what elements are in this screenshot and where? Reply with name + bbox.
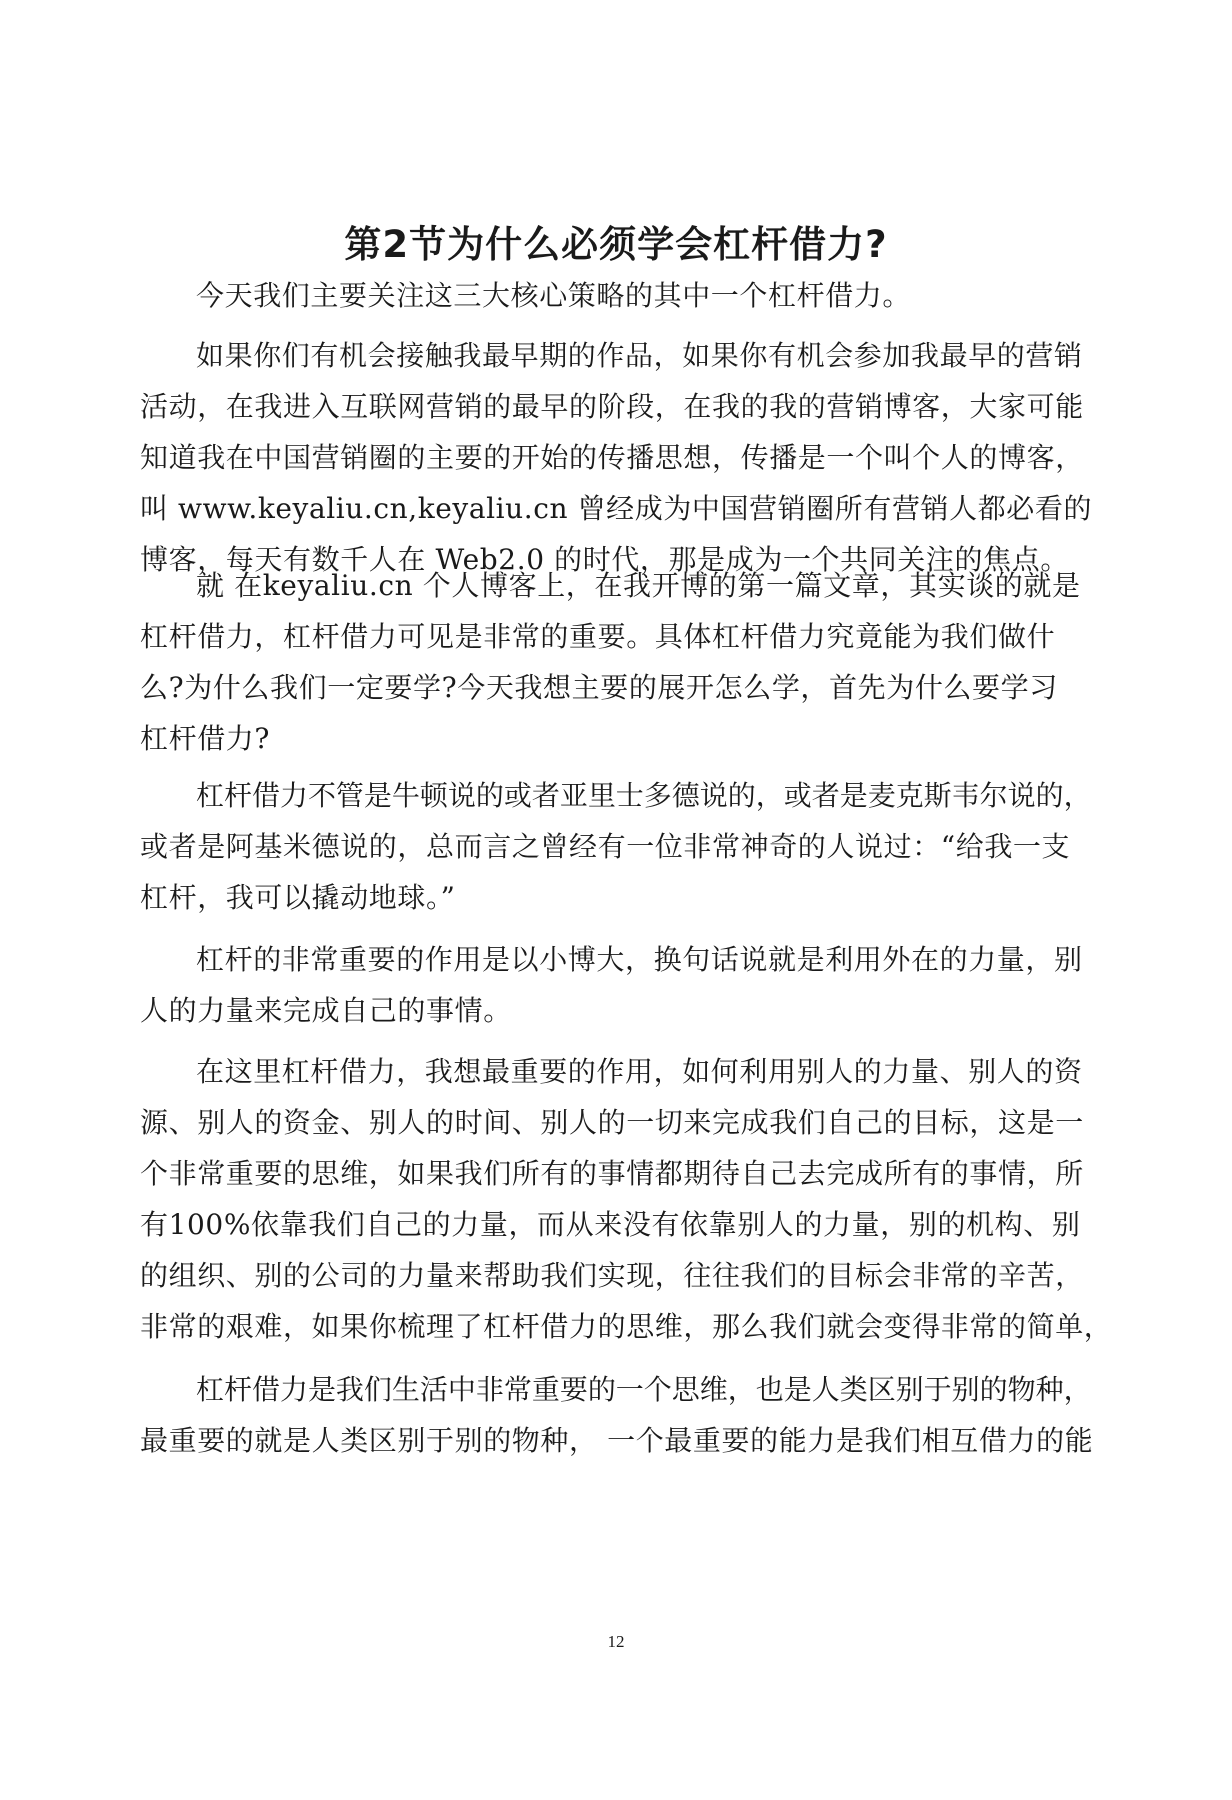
paragraph-2 (140, 330, 1092, 585)
page-number: 12 (607, 1632, 625, 1651)
text-line: 杠杆的非常重要的作用是以小博大，换句话说就是利用外在的力量，别 (196, 943, 1083, 976)
text-line: 人的力量来完成自己的事情。 (140, 994, 512, 1027)
paragraph-3 (140, 560, 1092, 764)
text-line: 杠杆借力? (140, 722, 271, 755)
text-line: 杠杆借力不管是牛顿说的或者亚里士多德说的，或者是麦克斯韦尔说的， (196, 779, 1092, 812)
text-line: 今天我们主要关注这三大核心策略的其中一个杠杆借力。 (196, 279, 912, 312)
text-line: 博客，每天有数千人在 Web2.0 的时代，那是成为一个共同关注的焦点。 (140, 543, 1069, 576)
text-line: 非常的艰难，如果你梳理了杠杆借力的思维，那么我们就会变得非常的简单， (140, 1310, 1113, 1343)
text-line: 杠杆，我可以撬动地球。” (140, 881, 456, 914)
text-line: 源、别人的资金、别人的时间、别人的一切来完成我们自己的目标，这是一 (140, 1106, 1084, 1139)
text-line: 在这里杠杆借力，我想最重要的作用，如何利用别人的力量、别人的资 (196, 1055, 1083, 1088)
paragraph-1 (140, 270, 1092, 321)
paragraph-5 (140, 934, 1092, 1036)
text-line: 的组织、别的公司的力量来帮助我们实现，往往我们的目标会非常的辛苦， (140, 1259, 1084, 1292)
paragraph-4 (140, 770, 1092, 923)
paragraph-7 (140, 1364, 1092, 1466)
text-line: 或者是阿基米德说的，总而言之曾经有一位非常神奇的人说过：“给我一支 (140, 830, 1071, 863)
text-line: 活动，在我进入互联网营销的最早的阶段，在我的我的营销博客，大家可能 (140, 390, 1084, 423)
text-line: 有100%依靠我们自己的力量，而从来没有依靠别人的力量，别的机构、别 (140, 1208, 1081, 1241)
text-line: 杠杆借力，杠杆借力可见是非常的重要。具体杠杆借力究竟能为我们做什 (140, 620, 1056, 653)
paragraph-6 (140, 1046, 1113, 1352)
text-line: 知道我在中国营销圈的主要的开始的传播思想，传播是一个叫个人的博客， (140, 441, 1084, 474)
text-line: 杠杆借力是我们生活中非常重要的一个思维，也是人类区别于别的物种， (196, 1373, 1092, 1406)
text-line: 个非常重要的思维，如果我们所有的事情都期待自己去完成所有的事情，所 (140, 1157, 1084, 1190)
text-line: 么?为什么我们一定要学?今天我想主要的展开怎么学，首先为什么要学习 (140, 671, 1058, 704)
text-line: 就 在keyaliu.cn 个人博客上，在我开博的第一篇文章，其实谈的就是 (196, 569, 1081, 602)
text-line: 最重要的就是人类区别于别的物种， 一个最重要的能力是我们相互借力的能 (140, 1424, 1094, 1457)
text-line: 如果你们有机会接触我最早期的作品，如果你有机会参加我最早的营销 (196, 339, 1083, 372)
section-title: 第2节为什么必须学会杠杆借力? (344, 223, 888, 266)
text-line: 叫 www.keyaliu.cn,keyaliu.cn 曾经成为中国营销圈所有营销人都必看的 (140, 492, 1093, 525)
